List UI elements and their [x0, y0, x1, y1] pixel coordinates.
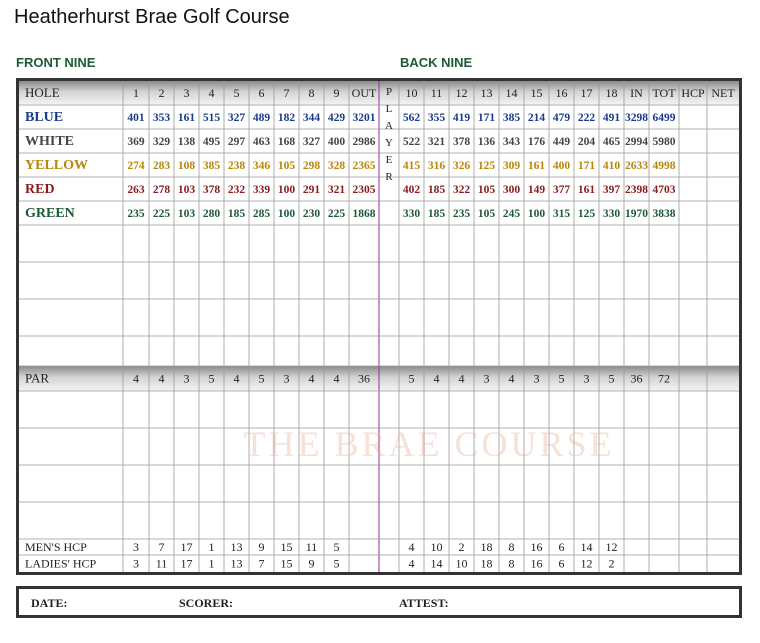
par-value: 5	[558, 371, 565, 386]
tee-yardage: 278	[152, 184, 171, 196]
par-value: 5	[258, 371, 265, 386]
tee-name: WHITE	[25, 134, 75, 149]
ladies-hcp-value: 10	[455, 556, 468, 571]
mens-hcp-value: 3	[133, 540, 139, 554]
tee-yardage: 176	[527, 136, 546, 148]
tee-yardage: 1868	[352, 208, 376, 220]
ladies-hcp-value: 2	[608, 556, 615, 571]
mens-hcp-value: 15	[280, 540, 293, 554]
front-hole-number: 4	[208, 86, 215, 100]
tee-yardage: 185	[427, 208, 446, 220]
ladies-hcp-value: 12	[580, 556, 593, 571]
par-label: PAR	[25, 370, 50, 386]
par-value: 4	[133, 371, 139, 386]
par-value: 4	[508, 371, 515, 386]
tee-yardage: 330	[602, 208, 621, 220]
par-value: 4	[458, 371, 465, 386]
par-value: 4	[433, 371, 440, 386]
back-hole-number: 10	[405, 86, 418, 100]
front-hole-number: 8	[308, 86, 315, 100]
tee-yardage: 182	[277, 112, 296, 124]
tee-yardage: 479	[552, 112, 571, 124]
date-label: DATE:	[31, 596, 68, 610]
tee-name: BLUE	[25, 110, 64, 125]
front-hole-number: 9	[333, 86, 340, 100]
tee-name: YELLOW	[25, 158, 89, 173]
tee-yardage: 3838	[652, 208, 676, 220]
par-value: 3	[283, 371, 290, 386]
tee-yardage: 103	[177, 184, 196, 196]
front-hole-number: 1	[133, 86, 139, 100]
tee-yardage: 149	[527, 184, 546, 196]
tee-yardage: 225	[152, 208, 171, 220]
tee-yardage: 168	[277, 136, 296, 148]
tee-yardage: 238	[227, 160, 246, 172]
tee-yardage: 326	[452, 160, 471, 172]
course-watermark: THE BRAE COURSE	[243, 424, 615, 464]
tee-yardage: 105	[277, 160, 296, 172]
player-letter: E	[385, 154, 393, 166]
tee-yardage: 315	[552, 208, 571, 220]
front-hole-number: 3	[183, 86, 190, 100]
tee-yardage: 353	[152, 112, 171, 124]
par-value: 36	[630, 371, 643, 386]
tee-yardage: 230	[302, 208, 321, 220]
mens-hcp-value: 4	[408, 540, 415, 554]
back-hole-number: 13	[480, 86, 493, 100]
tee-yardage: 161	[577, 184, 596, 196]
tee-yardage: 465	[602, 136, 621, 148]
tee-name: RED	[25, 182, 55, 197]
ladies-hcp-value: 15	[280, 556, 293, 571]
back-hole-number: HCP	[681, 86, 705, 100]
tee-yardage: 3298	[625, 112, 648, 124]
mens-hcp-value: 16	[530, 540, 543, 554]
mens-hcp-value: 8	[508, 540, 515, 554]
hole-header: HOLE	[25, 85, 60, 100]
ladies-hcp-value: 11	[155, 556, 168, 571]
tee-yardage: 369	[127, 136, 145, 148]
tee-yardage: 283	[152, 160, 171, 172]
tee-yardage: 214	[527, 112, 546, 124]
tee-yardage: 329	[152, 136, 171, 148]
tee-yardage: 385	[202, 160, 221, 172]
tee-yardage: 378	[202, 184, 221, 196]
tee-yardage: 105	[477, 184, 496, 196]
tee-yardage: 105	[477, 208, 496, 220]
tee-yardage: 309	[502, 160, 521, 172]
mens-hcp-value: 18	[480, 540, 493, 554]
front-hole-number: 7	[283, 86, 290, 100]
player-letter: P	[385, 86, 393, 98]
tee-yardage: 297	[227, 136, 246, 148]
par-value: 3	[533, 371, 540, 386]
scorer-label: SCORER:	[179, 596, 234, 610]
mens-hcp-value: 13	[230, 540, 243, 554]
ladies-hcp-value: 8	[508, 556, 515, 571]
par-value: 3	[483, 371, 490, 386]
tee-yardage: 300	[502, 184, 521, 196]
tee-yardage: 344	[302, 112, 321, 124]
ladies-hcp-value: 14	[430, 556, 443, 571]
tee-yardage: 204	[577, 136, 596, 148]
front-hole-number: OUT	[351, 86, 377, 100]
par-value: 72	[658, 371, 670, 386]
scorecard	[16, 78, 742, 575]
ladies-hcp-label: LADIES' HCP	[25, 556, 97, 571]
back-hole-number: 15	[530, 86, 543, 100]
tee-yardage: 136	[477, 136, 496, 148]
tee-yardage: 235	[127, 208, 145, 220]
tee-yardage: 397	[602, 184, 621, 196]
tee-yardage: 245	[502, 208, 521, 220]
front-hole-number: 5	[233, 86, 240, 100]
player-letter: L	[385, 103, 393, 115]
tee-yardage: 2633	[625, 160, 648, 172]
ladies-hcp-value: 5	[333, 556, 340, 571]
ladies-hcp-value: 18	[480, 556, 493, 571]
tee-yardage: 2305	[352, 184, 376, 196]
ladies-hcp-value: 1	[208, 556, 215, 571]
tee-yardage: 285	[252, 208, 271, 220]
par-value: 4	[308, 371, 315, 386]
scorecard-grid	[19, 81, 739, 572]
attest-label: ATTEST:	[399, 596, 449, 610]
tee-yardage: 378	[452, 136, 471, 148]
ladies-hcp-value: 3	[133, 556, 139, 571]
tee-yardage: 355	[427, 112, 446, 124]
tee-yardage: 346	[252, 160, 271, 172]
tee-yardage: 4998	[652, 160, 676, 172]
tee-yardage: 6499	[652, 112, 676, 124]
par-value: 5	[608, 371, 615, 386]
ladies-hcp-value: 13	[230, 556, 243, 571]
back-hole-number: 12	[455, 86, 468, 100]
player-letter: A	[385, 120, 393, 132]
par-value: 3	[183, 371, 190, 386]
mens-hcp-value: 2	[458, 540, 465, 554]
tee-yardage: 400	[552, 160, 571, 172]
tee-yardage: 103	[177, 208, 196, 220]
back-hole-number: IN	[630, 86, 643, 100]
tee-yardage: 232	[227, 184, 246, 196]
tee-yardage: 316	[427, 160, 446, 172]
tee-yardage: 2365	[352, 160, 376, 172]
tee-yardage: 225	[327, 208, 346, 220]
tee-yardage: 2994	[625, 136, 648, 148]
ladies-hcp-value: 4	[408, 556, 415, 571]
front-hole-number: 6	[258, 86, 265, 100]
tee-yardage: 5980	[652, 136, 676, 148]
tee-name: GREEN	[25, 206, 75, 221]
tee-yardage: 491	[602, 112, 621, 124]
tee-yardage: 377	[552, 184, 571, 196]
tee-yardage: 138	[177, 136, 196, 148]
back-nine-label: BACK NINE	[400, 55, 473, 70]
tee-yardage: 291	[302, 184, 321, 196]
tee-yardage: 489	[252, 112, 271, 124]
front-nine-label: FRONT NINE	[16, 55, 96, 70]
tee-yardage: 327	[302, 136, 321, 148]
mens-hcp-value: 5	[333, 540, 340, 554]
tee-yardage: 495	[202, 136, 221, 148]
tee-yardage: 402	[402, 184, 421, 196]
tee-yardage: 429	[327, 112, 346, 124]
tee-yardage: 2986	[352, 136, 376, 148]
par-value: 4	[233, 371, 240, 386]
tee-yardage: 263	[127, 184, 145, 196]
tee-yardage: 321	[327, 184, 346, 196]
tee-yardage: 2398	[625, 184, 648, 196]
back-hole-number: 11	[430, 86, 443, 100]
tee-yardage: 108	[177, 160, 196, 172]
par-value: 4	[333, 371, 340, 386]
par-value: 5	[208, 371, 215, 386]
tee-yardage: 400	[327, 136, 346, 148]
tee-yardage: 463	[252, 136, 271, 148]
tee-yardage: 161	[177, 112, 196, 124]
mens-hcp-value: 1	[208, 540, 215, 554]
tee-yardage: 515	[202, 112, 221, 124]
back-hole-number: 14	[505, 86, 518, 100]
ladies-hcp-value: 6	[558, 556, 565, 571]
tee-yardage: 449	[552, 136, 571, 148]
tee-yardage: 385	[502, 112, 521, 124]
tee-yardage: 161	[527, 160, 546, 172]
tee-yardage: 185	[227, 208, 246, 220]
mens-hcp-label: MEN'S HCP	[25, 540, 87, 554]
player-letter: Y	[385, 137, 393, 149]
tee-yardage: 185	[427, 184, 446, 196]
tee-yardage: 100	[277, 184, 296, 196]
ladies-hcp-value: 17	[180, 556, 193, 571]
tee-yardage: 401	[127, 112, 145, 124]
tee-yardage: 235	[452, 208, 471, 220]
course-title: Heatherhurst Brae Golf Course	[14, 6, 290, 28]
tee-yardage: 274	[127, 160, 145, 172]
tee-yardage: 100	[527, 208, 546, 220]
ladies-hcp-value: 16	[530, 556, 543, 571]
tee-yardage: 125	[577, 208, 596, 220]
tee-yardage: 100	[277, 208, 296, 220]
ladies-hcp-value: 9	[308, 556, 315, 571]
signature-footer	[16, 586, 742, 618]
tee-yardage: 4703	[652, 184, 676, 196]
tee-yardage: 343	[502, 136, 521, 148]
back-hole-number: 17	[580, 86, 593, 100]
par-value: 3	[583, 371, 590, 386]
tee-yardage: 339	[252, 184, 271, 196]
back-hole-number: TOT	[652, 86, 676, 100]
mens-hcp-value: 7	[158, 540, 165, 554]
tee-yardage: 171	[577, 160, 596, 172]
mens-hcp-value: 14	[580, 540, 593, 554]
tee-yardage: 125	[477, 160, 496, 172]
tee-yardage: 328	[327, 160, 346, 172]
tee-yardage: 419	[452, 112, 471, 124]
mens-hcp-value: 12	[605, 540, 618, 554]
tee-yardage: 330	[402, 208, 421, 220]
mens-hcp-value: 9	[258, 540, 265, 554]
back-hole-number: 18	[605, 86, 618, 100]
tee-yardage: 321	[427, 136, 446, 148]
front-hole-number: 2	[158, 86, 165, 100]
mens-hcp-value: 6	[558, 540, 565, 554]
par-value: 4	[158, 371, 165, 386]
tee-yardage: 171	[477, 112, 496, 124]
mens-hcp-value: 10	[430, 540, 443, 554]
ladies-hcp-value: 7	[258, 556, 265, 571]
tee-yardage: 415	[402, 160, 421, 172]
tee-yardage: 1970	[625, 208, 648, 220]
par-value: 36	[358, 371, 370, 386]
tee-yardage: 522	[402, 136, 421, 148]
par-value: 5	[408, 371, 415, 386]
back-hole-number: NET	[711, 86, 735, 100]
tee-yardage: 3201	[352, 112, 376, 124]
tee-yardage: 327	[227, 112, 246, 124]
player-letter: R	[385, 171, 393, 183]
tee-yardage: 222	[577, 112, 596, 124]
mens-hcp-value: 17	[180, 540, 193, 554]
tee-yardage: 280	[202, 208, 221, 220]
back-hole-number: 16	[555, 86, 568, 100]
tee-yardage: 562	[402, 112, 421, 124]
mens-hcp-value: 11	[305, 540, 318, 554]
tee-yardage: 410	[602, 160, 621, 172]
tee-yardage: 298	[302, 160, 321, 172]
tee-yardage: 322	[452, 184, 471, 196]
